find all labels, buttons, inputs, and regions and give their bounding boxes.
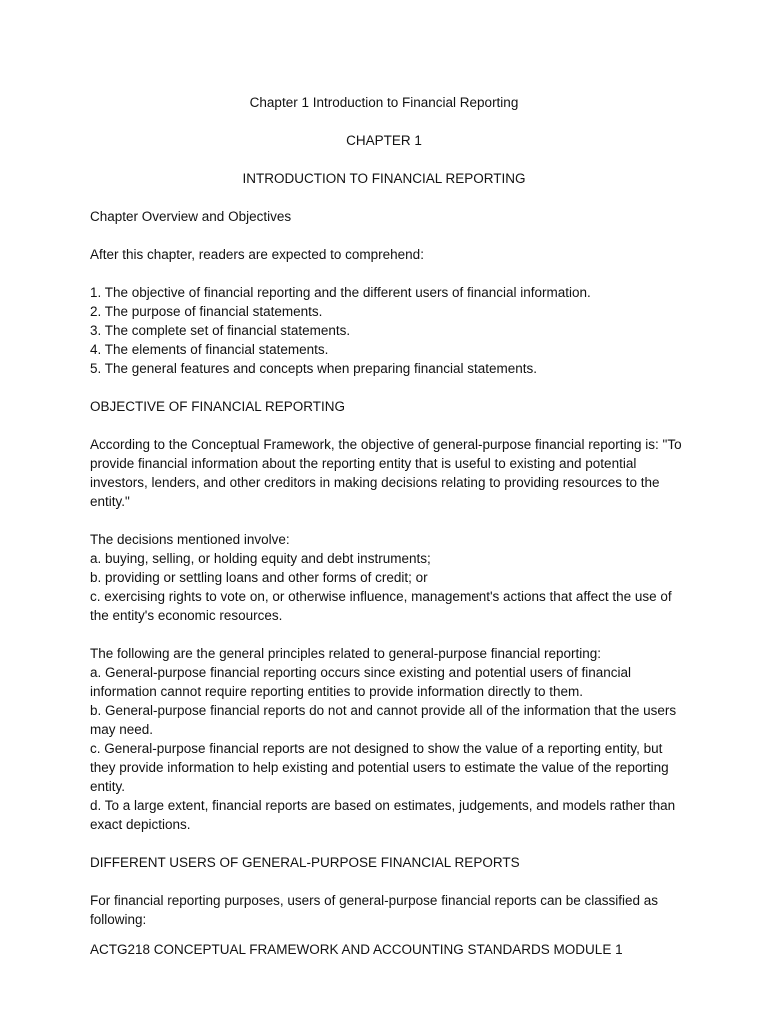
overview-heading: Chapter Overview and Objectives: [90, 209, 292, 224]
principles-list: [90, 644, 690, 834]
list-item: c. General-purpose financial reports are not designed to show the value of a reporting entity, but they provide information to help existing and potential users to estimate the value of the reporting entity.: [90, 741, 669, 794]
document-title: Chapter 1 Introduction to Financial Reporting: [249, 95, 519, 110]
list-item: 2. The purpose of financial statements.: [90, 304, 323, 319]
page-footer: ACTG218 CONCEPTUAL FRAMEWORK AND ACCOUNTING STANDARDS MODULE 1: [90, 942, 623, 957]
chapter-title: INTRODUCTION TO FINANCIAL REPORTING: [242, 171, 526, 186]
list-item: a. General-purpose financial reporting occurs since existing and potential users of financial information cannot require reporting entities to provide information directly to them.: [90, 665, 632, 699]
section-heading-objective: OBJECTIVE OF FINANCIAL REPORTING: [90, 399, 346, 414]
section-heading-users: DIFFERENT USERS OF GENERAL-PURPOSE FINANCIAL REPORTS: [90, 855, 520, 870]
chapter-label: CHAPTER 1: [346, 133, 422, 148]
decisions-intro: The decisions mentioned involve:: [90, 532, 290, 547]
document-body: [90, 93, 690, 929]
users-paragraph: For financial reporting purposes, users of general-purpose financial reports can be classified as following:: [90, 893, 659, 927]
list-item: 4. The elements of financial statements.: [90, 342, 329, 357]
list-item: b. General-purpose financial reports do not and cannot provide all of the information that the users may need.: [90, 703, 677, 737]
list-item: 3. The complete set of financial statements.: [90, 323, 351, 338]
principles-intro: The following are the general principles related to general-purpose financial reporting:: [90, 646, 602, 661]
overview-intro: After this chapter, readers are expected to comprehend:: [90, 247, 424, 262]
list-item: a. buying, selling, or holding equity and debt instruments;: [90, 551, 431, 566]
objectives-list: [90, 283, 690, 378]
list-item: 1. The objective of financial reporting and the different users of financial information.: [90, 285, 591, 300]
list-item: 5. The general features and concepts when preparing financial statements.: [90, 361, 538, 376]
list-item: b. providing or settling loans and other forms of credit; or: [90, 570, 428, 585]
list-item: c. exercising rights to vote on, or otherwise influence, management's actions that affect the use of the entity's economic resources.: [90, 589, 672, 623]
decisions-list: [90, 530, 690, 625]
list-item: d. To a large extent, financial reports are based on estimates, judgements, and models rather than exact depictions.: [90, 798, 676, 832]
objective-paragraph: According to the Conceptual Framework, the objective of general-purpose financial reporting is: "To provide financial information about the reporting entity that is useful to existing and potential investors, lenders, and other creditors in making decisions relating to providing resources to the entity.": [90, 437, 682, 509]
